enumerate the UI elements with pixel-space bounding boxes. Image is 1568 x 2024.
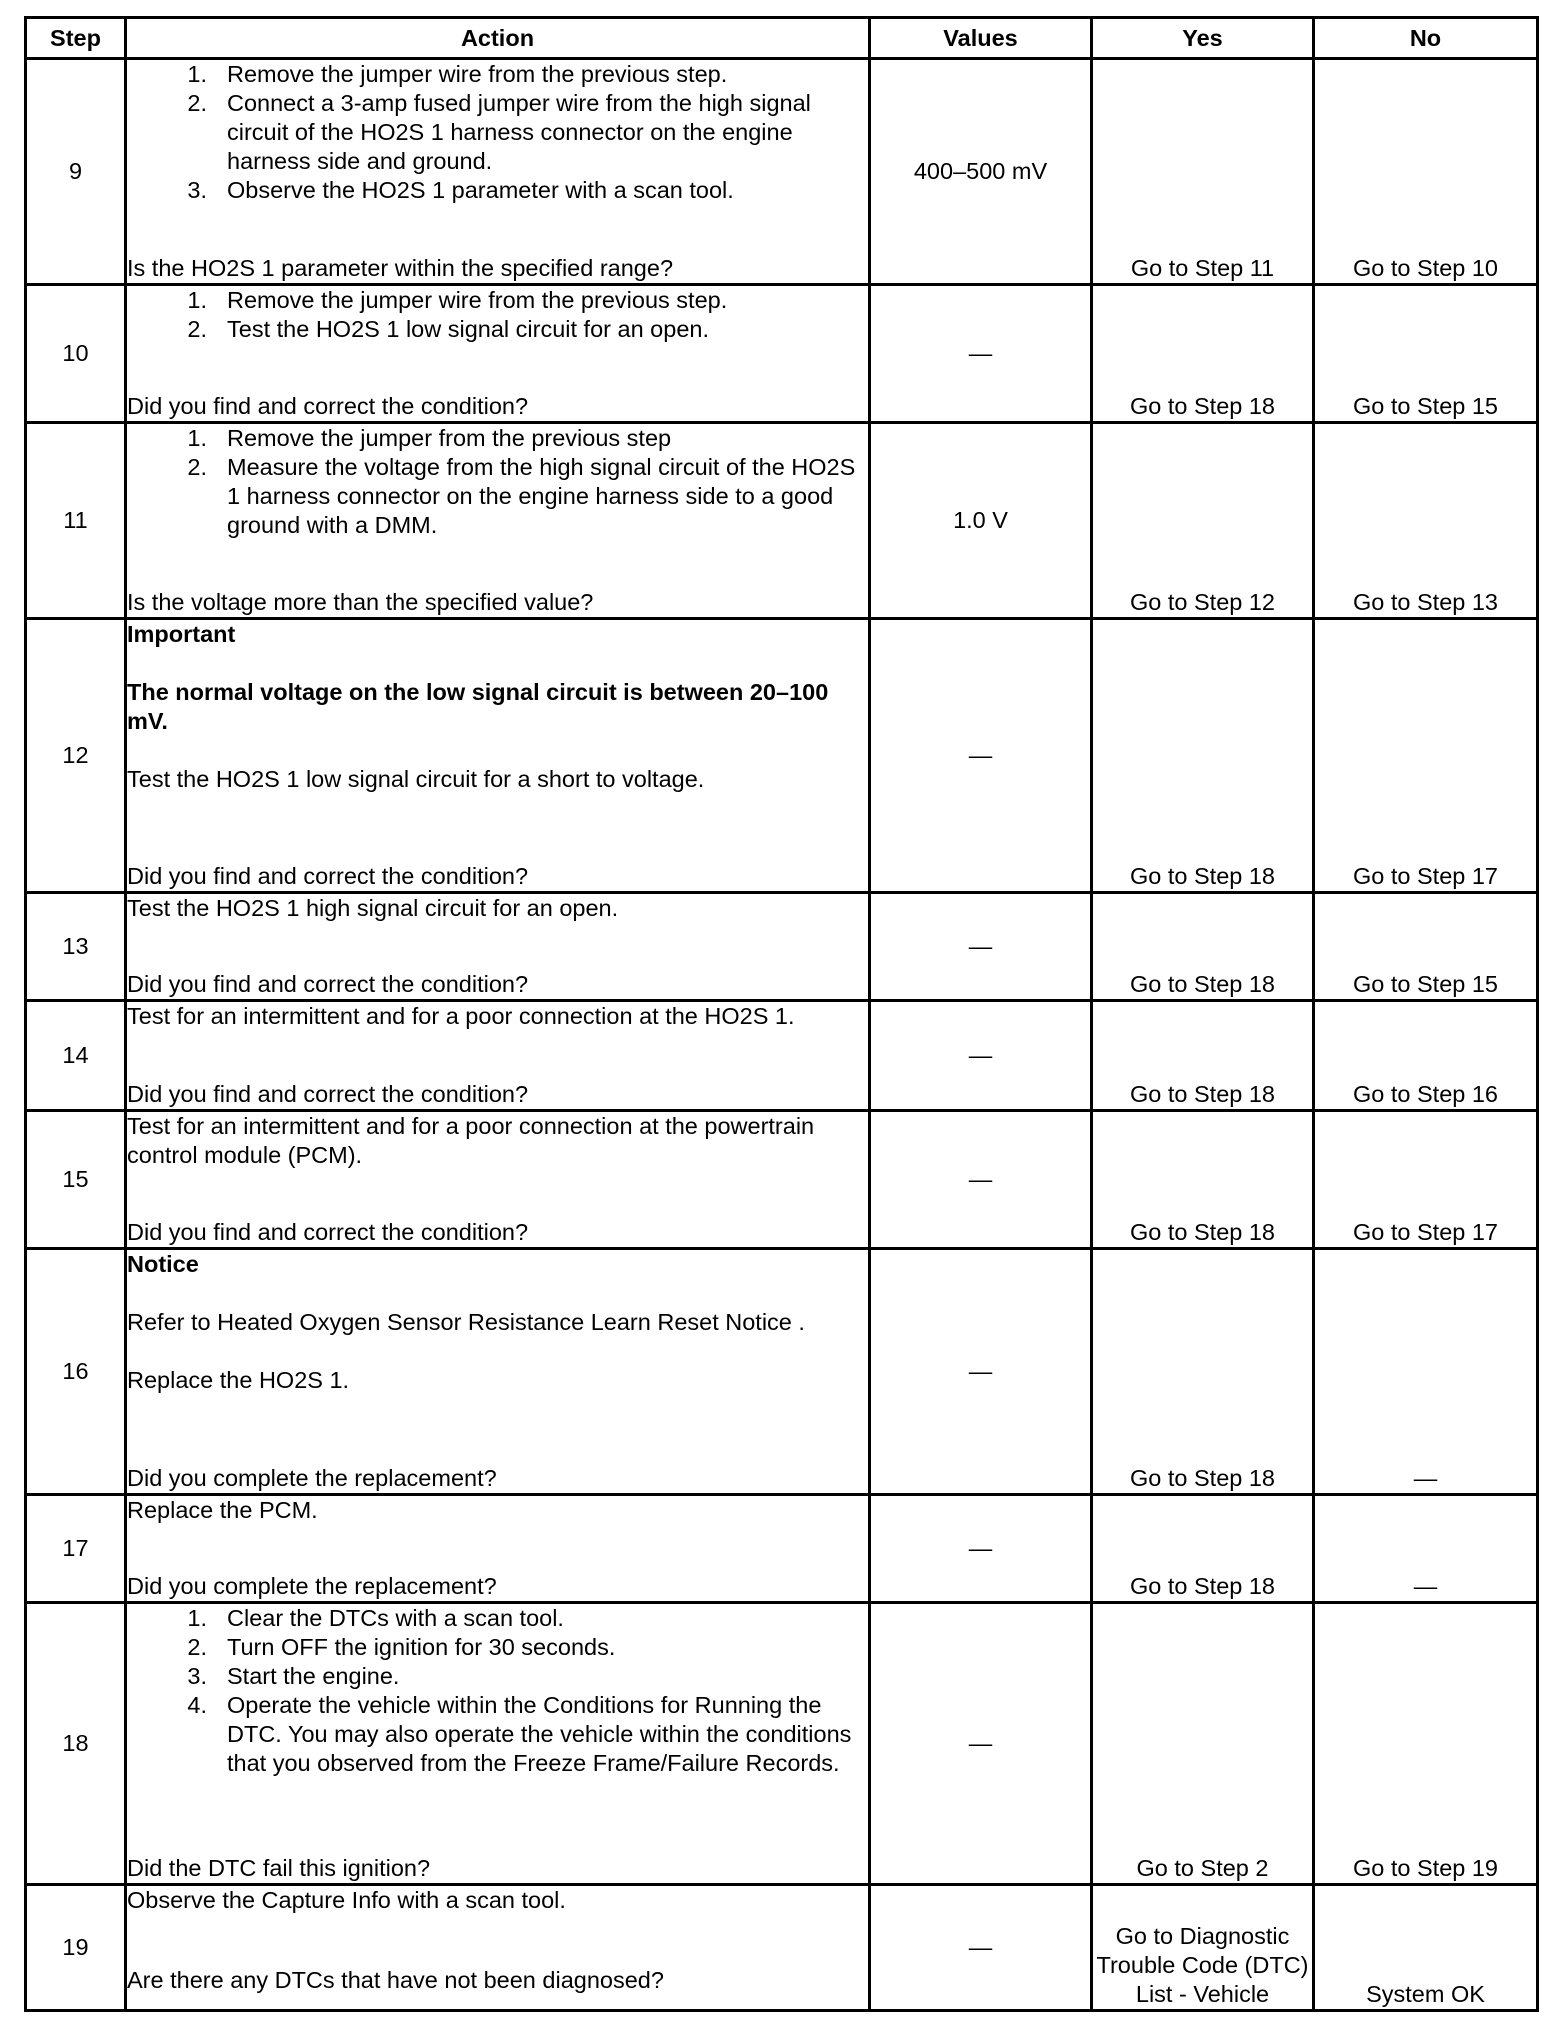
- action-question: Is the voltage more than the specified value?: [127, 589, 594, 615]
- action-list: [127, 60, 868, 205]
- yes-cell: Go to Step 18: [1092, 1111, 1314, 1249]
- action-question: Is the HO2S 1 parameter within the specified range?: [127, 255, 674, 281]
- action-cell: [126, 285, 870, 423]
- yes-cell: Go to Step 18: [1092, 285, 1314, 423]
- action-instruction: Observe the Capture Info with a scan tool.: [127, 1887, 566, 1913]
- header-step: Step: [26, 18, 126, 59]
- list-item: 2. Test the HO2S 1 low signal circuit for an open.: [187, 316, 709, 342]
- step-number: 15: [26, 1111, 126, 1249]
- yes-cell: Go to Step 18: [1092, 1495, 1314, 1603]
- step-number: 9: [26, 59, 126, 285]
- no-cell: Go to Step 17: [1314, 1111, 1538, 1249]
- action-instruction: Test for an intermittent and for a poor connection at the powertrain control module (PCM).: [127, 1113, 815, 1168]
- no-cell: Go to Step 17: [1314, 619, 1538, 893]
- action-list: [127, 286, 868, 344]
- no-cell: System OK: [1314, 1885, 1538, 2011]
- yes-cell: Go to Step 18: [1092, 619, 1314, 893]
- action-question: Did you find and correct the condition?: [127, 863, 529, 889]
- step-number: 19: [26, 1885, 126, 2011]
- value-cell: —: [870, 1249, 1092, 1495]
- step-number: 13: [26, 893, 126, 1001]
- list-item: 4. Operate the vehicle within the Conditions for Running the DTC. You may also operate the vehicle within the conditions that you observed from the Freeze Frame/Failure Records.: [187, 1692, 852, 1776]
- header-values: Values: [870, 18, 1092, 59]
- list-item: 3. Observe the HO2S 1 parameter with a scan tool.: [187, 177, 734, 203]
- step-number: 14: [26, 1001, 126, 1111]
- value-cell: —: [870, 1885, 1092, 2011]
- action-question: Did you find and correct the condition?: [127, 393, 529, 419]
- table-row: [26, 59, 1538, 285]
- table-row: [26, 893, 1538, 1001]
- no-cell: Go to Step 19: [1314, 1603, 1538, 1885]
- list-item: 3. Start the engine.: [187, 1663, 400, 1689]
- list-item: 1. Clear the DTCs with a scan tool.: [187, 1605, 564, 1631]
- action-cell: [126, 59, 870, 285]
- action-question: Did you complete the replacement?: [127, 1573, 497, 1599]
- action-cell: [126, 1249, 870, 1495]
- action-question: Did you complete the replacement?: [127, 1465, 497, 1491]
- action-question: Did the DTC fail this ignition?: [127, 1855, 431, 1881]
- important-text: The normal voltage on the low signal circuit is between 20–100 mV.: [127, 679, 829, 734]
- no-cell: —: [1314, 1495, 1538, 1603]
- table-row: [26, 619, 1538, 893]
- action-question: Are there any DTCs that have not been diagnosed?: [127, 1967, 664, 1993]
- value-cell: 1.0 V: [870, 423, 1092, 619]
- list-item: 2. Measure the voltage from the high signal circuit of the HO2S 1 harness connector on the engine harness side to a good ground with a DMM.: [187, 454, 856, 538]
- no-cell: Go to Step 15: [1314, 285, 1538, 423]
- notice-label: Notice: [127, 1251, 199, 1277]
- step-number: 11: [26, 423, 126, 619]
- action-cell: [126, 1001, 870, 1111]
- step-number: 17: [26, 1495, 126, 1603]
- no-cell: Go to Step 10: [1314, 59, 1538, 285]
- action-question: Did you find and correct the condition?: [127, 1081, 529, 1107]
- list-item: 1. Remove the jumper wire from the previous step.: [187, 61, 728, 87]
- yes-cell: Go to Step 11: [1092, 59, 1314, 285]
- table-row: [26, 1111, 1538, 1249]
- table-row: [26, 1885, 1538, 2011]
- action-question: Did you find and correct the condition?: [127, 1219, 529, 1245]
- value-cell: 400–500 mV: [870, 59, 1092, 285]
- list-item: 2. Turn OFF the ignition for 30 seconds.: [187, 1634, 616, 1660]
- action-question: Did you find and correct the condition?: [127, 971, 529, 997]
- action-instruction: Replace the PCM.: [127, 1497, 318, 1523]
- action-cell: [126, 1885, 870, 2011]
- action-cell: [126, 423, 870, 619]
- value-cell: —: [870, 893, 1092, 1001]
- no-cell: Go to Step 16: [1314, 1001, 1538, 1111]
- header-no: No: [1314, 18, 1538, 59]
- table-row: [26, 1001, 1538, 1111]
- action-instruction: Test for an intermittent and for a poor connection at the HO2S 1.: [127, 1003, 795, 1029]
- value-cell: —: [870, 285, 1092, 423]
- action-instruction: Test the HO2S 1 low signal circuit for a short to voltage.: [127, 766, 705, 792]
- yes-cell: Go to Step 18: [1092, 893, 1314, 1001]
- header-action: Action: [126, 18, 870, 59]
- no-cell: Go to Step 13: [1314, 423, 1538, 619]
- action-cell: [126, 1603, 870, 1885]
- table-row: [26, 1249, 1538, 1495]
- action-cell: [126, 619, 870, 893]
- table-row: [26, 1495, 1538, 1603]
- value-cell: —: [870, 1495, 1092, 1603]
- table-row: [26, 423, 1538, 619]
- no-cell: —: [1314, 1249, 1538, 1495]
- table-row: [26, 1603, 1538, 1885]
- action-cell: [126, 1111, 870, 1249]
- notice-text: Refer to Heated Oxygen Sensor Resistance Learn Reset Notice .: [127, 1309, 805, 1335]
- yes-cell: Go to Step 18: [1092, 1001, 1314, 1111]
- action-instruction: Test the HO2S 1 high signal circuit for an open.: [127, 895, 619, 921]
- yes-cell: Go to Step 18: [1092, 1249, 1314, 1495]
- yes-cell: Go to Step 12: [1092, 423, 1314, 619]
- list-item: 2. Connect a 3-amp fused jumper wire from the high signal circuit of the HO2S 1 harness connector on the engine harness side and ground.: [187, 90, 811, 174]
- action-list: [127, 424, 868, 540]
- step-number: 12: [26, 619, 126, 893]
- important-label: Important: [127, 621, 236, 647]
- diagnostic-table: [24, 16, 1539, 2012]
- yes-cell: Go to Step 2: [1092, 1603, 1314, 1885]
- step-number: 16: [26, 1249, 126, 1495]
- no-cell: Go to Step 15: [1314, 893, 1538, 1001]
- list-item: 1. Remove the jumper from the previous step: [187, 425, 672, 451]
- header-row: [26, 18, 1538, 59]
- value-cell: —: [870, 1001, 1092, 1111]
- action-list: [127, 1604, 868, 1778]
- value-cell: —: [870, 1111, 1092, 1249]
- value-cell: —: [870, 619, 1092, 893]
- list-item: 1. Remove the jumper wire from the previous step.: [187, 287, 728, 313]
- table-row: [26, 285, 1538, 423]
- step-number: 18: [26, 1603, 126, 1885]
- action-instruction: Replace the HO2S 1.: [127, 1367, 350, 1393]
- value-cell: —: [870, 1603, 1092, 1885]
- action-cell: [126, 893, 870, 1001]
- action-cell: [126, 1495, 870, 1603]
- yes-cell: Go to Diagnostic Trouble Code (DTC) List - Vehicle: [1092, 1885, 1314, 2011]
- step-number: 10: [26, 285, 126, 423]
- header-yes: Yes: [1092, 18, 1314, 59]
